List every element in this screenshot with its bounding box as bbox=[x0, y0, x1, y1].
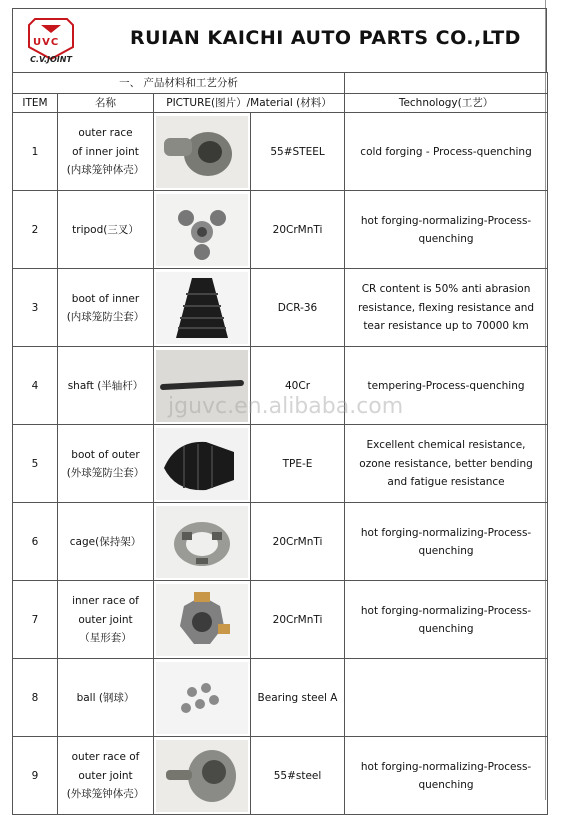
part-name-line: (外球笼防尘套） bbox=[66, 466, 145, 479]
header-technology: Technology(工艺） bbox=[345, 94, 548, 113]
item-number: 7 bbox=[13, 581, 58, 659]
item-number: 9 bbox=[13, 737, 58, 815]
technology bbox=[345, 581, 548, 659]
item-number: 5 bbox=[13, 425, 58, 503]
ball-photo bbox=[156, 662, 248, 734]
part-name-line: shaft (半轴杆） bbox=[67, 379, 144, 392]
technology-line: ozone resistance, better bending bbox=[359, 457, 533, 470]
material: 20CrMnTi bbox=[251, 581, 345, 659]
part-name-line: (内球笼防尘套） bbox=[66, 310, 145, 323]
part-name-line: outer joint bbox=[78, 613, 133, 626]
part-name-line: inner race of bbox=[72, 595, 139, 608]
spec-sheet bbox=[12, 8, 547, 801]
technology-line: quenching bbox=[418, 544, 474, 557]
outer-boot-photo bbox=[156, 428, 248, 500]
part-picture-cell bbox=[154, 581, 251, 659]
shaft-photo bbox=[156, 350, 248, 422]
material: 20CrMnTi bbox=[251, 191, 345, 269]
material: Bearing steel A bbox=[251, 659, 345, 737]
part-name-line: ball (钢球） bbox=[76, 691, 135, 704]
table-row bbox=[13, 191, 548, 269]
part-name-line: tripod(三叉） bbox=[72, 223, 139, 236]
material: TPE-E bbox=[251, 425, 345, 503]
part-picture-cell bbox=[154, 113, 251, 191]
item-number: 6 bbox=[13, 503, 58, 581]
technology-line: cold forging - Process-quenching bbox=[360, 145, 532, 158]
part-name-line: cage(保持架） bbox=[69, 535, 142, 548]
table-row bbox=[13, 425, 548, 503]
part-name-line: outer joint bbox=[78, 769, 133, 782]
table-row bbox=[13, 659, 548, 737]
logo-brand: UVC bbox=[33, 37, 60, 48]
item-number: 3 bbox=[13, 269, 58, 347]
part-name bbox=[58, 269, 154, 347]
item-number: 8 bbox=[13, 659, 58, 737]
header-picture-material: PICTURE(图片）/Material (材料） bbox=[154, 94, 345, 113]
part-picture-cell bbox=[154, 737, 251, 815]
technology-line: hot forging-normalizing-Process- bbox=[360, 760, 532, 773]
table-row bbox=[13, 269, 548, 347]
technology-line: Excellent chemical resistance, bbox=[366, 439, 526, 452]
part-name-line: outer race bbox=[78, 127, 133, 140]
inner-boot-photo bbox=[156, 272, 248, 344]
part-name bbox=[58, 425, 154, 503]
table-row bbox=[13, 113, 548, 191]
section-title: 一、 产品材料和工艺分析 bbox=[13, 73, 345, 94]
part-name-line: outer race of bbox=[71, 751, 140, 764]
technology-line: tear resistance up to 70000 km bbox=[363, 320, 529, 333]
tripod-photo bbox=[156, 194, 248, 266]
cage-photo bbox=[156, 506, 248, 578]
part-name-line: （星形套） bbox=[79, 632, 132, 645]
item-number: 4 bbox=[13, 347, 58, 425]
part-name-line: (外球笼钟体壳） bbox=[66, 788, 145, 801]
outer-race-photo bbox=[156, 116, 248, 188]
header-item: ITEM bbox=[13, 94, 58, 113]
table-row bbox=[13, 503, 548, 581]
part-picture-cell bbox=[154, 269, 251, 347]
material: 40Cr bbox=[251, 347, 345, 425]
technology-line: hot forging-normalizing-Process- bbox=[360, 604, 532, 617]
technology-line: quenching bbox=[418, 232, 474, 245]
material-table bbox=[12, 72, 548, 815]
material: DCR-36 bbox=[251, 269, 345, 347]
table-row bbox=[13, 347, 548, 425]
technology-line: quenching bbox=[418, 778, 474, 791]
technology-line: tempering-Process-quenching bbox=[367, 379, 525, 392]
part-name bbox=[58, 347, 154, 425]
header-row bbox=[13, 94, 548, 113]
part-name-line: (内球笼钟体壳） bbox=[66, 164, 145, 177]
part-name-line: boot of inner bbox=[71, 292, 140, 305]
header-name: 名称 bbox=[58, 94, 154, 113]
logo-subtitle: C.V.JOINT bbox=[30, 55, 72, 64]
technology-line: hot forging-normalizing-Process- bbox=[360, 526, 532, 539]
technology-line: resistance, flexing resistance and bbox=[357, 301, 535, 314]
outer-race-outer-photo bbox=[156, 740, 248, 812]
part-name bbox=[58, 503, 154, 581]
material: 55#steel bbox=[251, 737, 345, 815]
watermark: jguvc.en.alibaba.com bbox=[168, 394, 404, 419]
technology bbox=[345, 737, 548, 815]
company-name: RUIAN KAICHI AUTO PARTS CO.,LTD bbox=[130, 27, 521, 49]
material: 55#STEEL bbox=[251, 113, 345, 191]
sheet-header bbox=[12, 8, 547, 72]
part-name bbox=[58, 581, 154, 659]
table-row bbox=[13, 581, 548, 659]
technology bbox=[345, 191, 548, 269]
section-empty-cell bbox=[345, 73, 548, 94]
part-picture-cell bbox=[154, 503, 251, 581]
part-picture-cell bbox=[154, 425, 251, 503]
company-logo bbox=[21, 15, 81, 69]
technology-line: CR content is 50% anti abrasion bbox=[361, 283, 531, 296]
part-name bbox=[58, 191, 154, 269]
part-name-line: of inner joint bbox=[72, 145, 139, 158]
part-name-line: boot of outer bbox=[71, 448, 140, 461]
material: 20CrMnTi bbox=[251, 503, 345, 581]
technology-line: hot forging-normalizing-Process- bbox=[360, 214, 532, 227]
technology bbox=[345, 503, 548, 581]
technology bbox=[345, 659, 548, 737]
part-picture-cell bbox=[154, 659, 251, 737]
technology bbox=[345, 113, 548, 191]
part-picture-cell bbox=[154, 191, 251, 269]
technology bbox=[345, 347, 548, 425]
part-name bbox=[58, 737, 154, 815]
inner-race-photo bbox=[156, 584, 248, 656]
technology bbox=[345, 425, 548, 503]
part-name bbox=[58, 113, 154, 191]
item-number: 1 bbox=[13, 113, 58, 191]
table-row bbox=[13, 737, 548, 815]
part-picture-cell bbox=[154, 347, 251, 425]
section-row bbox=[13, 73, 548, 94]
item-number: 2 bbox=[13, 191, 58, 269]
part-name bbox=[58, 659, 154, 737]
technology-line: and fatigue resistance bbox=[387, 476, 505, 489]
technology bbox=[345, 269, 548, 347]
technology-line: quenching bbox=[418, 622, 474, 635]
